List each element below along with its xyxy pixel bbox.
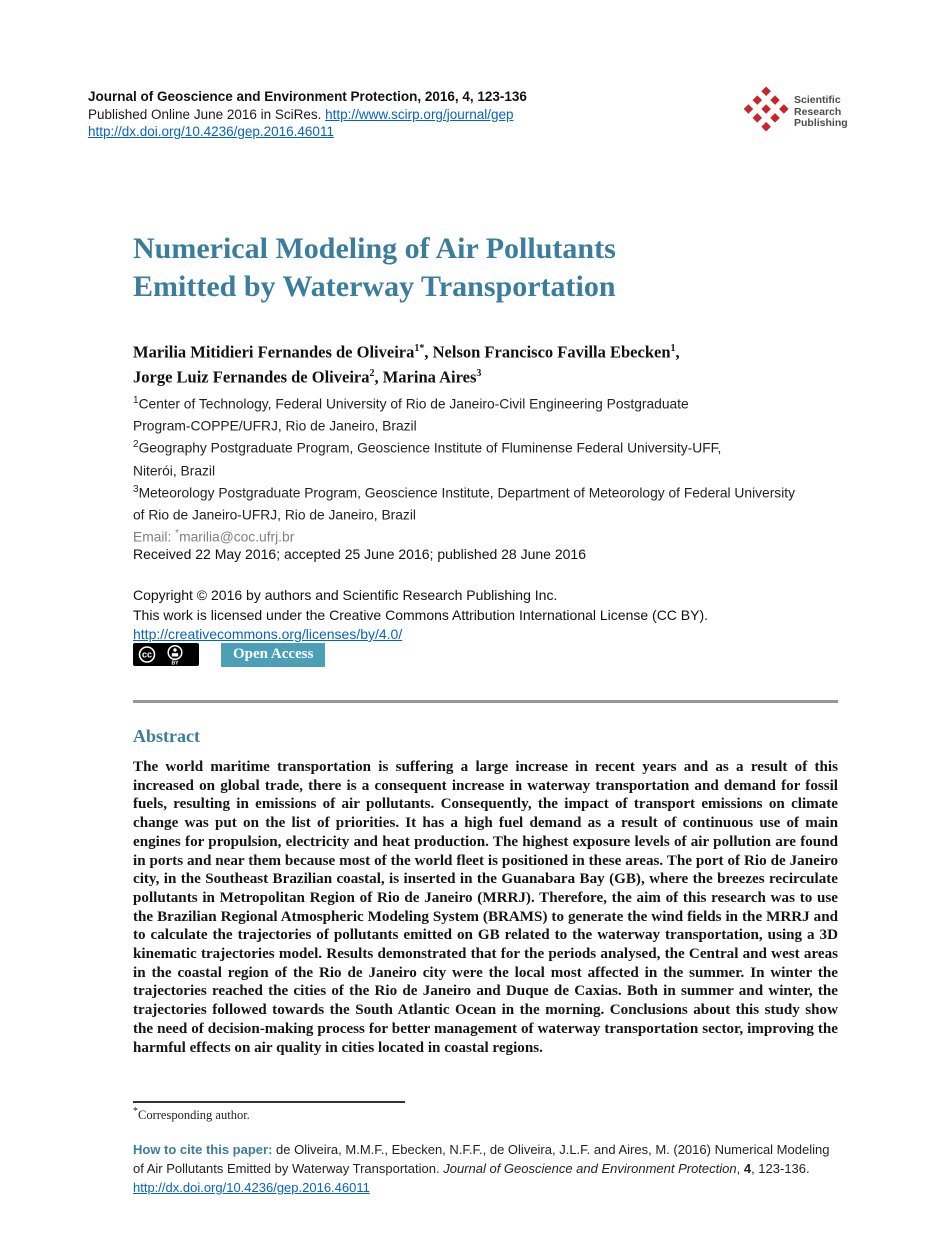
logo-text-line3: Publishing (794, 117, 848, 130)
affiliation-text: Program-COPPE/UFRJ, Rio de Janeiro, Brazil (133, 418, 417, 434)
journal-url-link[interactable]: http://www.scirp.org/journal/gep (325, 106, 514, 122)
how-to-cite-label: How to cite this paper: (133, 1142, 277, 1157)
published-online-text: Published Online June 2016 in SciRes. (88, 106, 326, 122)
affiliation-sup: 3 (133, 483, 139, 495)
license-link-line (133, 625, 853, 645)
affiliation-line (133, 414, 853, 436)
author-2: Nelson Francisco Favilla Ebecken (432, 342, 671, 362)
affiliation-line (133, 392, 853, 414)
author-4-sup: 3 (476, 367, 482, 379)
scirp-diamonds-icon (744, 86, 790, 139)
doi-line (88, 123, 648, 141)
citation-sep: , (736, 1161, 744, 1176)
svg-text:BY: BY (171, 660, 179, 666)
email-line (133, 525, 853, 547)
copyright-block (133, 586, 853, 645)
affiliations (133, 392, 853, 547)
email-sup: * (175, 528, 180, 540)
corresponding-sup: * (133, 1106, 138, 1117)
license-link[interactable]: http://creativecommons.org/licenses/by/4.0/ (133, 626, 403, 642)
journal-reference: Journal of Geoscience and Environment Protection, 2016, 4, 123-136 (88, 89, 527, 104)
cc-by-badge[interactable] (133, 643, 199, 671)
paper-title (133, 230, 853, 306)
paper-title-line1: Numerical Modeling of Air Pollutants (133, 232, 616, 265)
doi-link[interactable]: http://dx.doi.org/10.4236/gep.2016.46011 (88, 124, 334, 139)
how-to-cite-block (133, 1140, 839, 1197)
affiliation-text: Geography Postgraduate Program, Geoscience Institute of Fluminense Federal University-UFF, (138, 440, 722, 456)
citation-text: de Oliveira, M.M.F., Ebecken, N.F.F., de Oliveira, J.L.F. and Aires, M. (2016) Numerical Modeling of Air Pollutants Emitted by Waterway Transportation. (133, 1142, 830, 1176)
citation-volume: 4 (743, 1161, 752, 1176)
abstract-heading: Abstract (133, 726, 200, 746)
author-line2 (133, 363, 853, 388)
author-1-sep: , (424, 342, 433, 362)
logo-text-line2: Research (794, 105, 842, 118)
author-line1 (133, 338, 853, 363)
copyright-line1: Copyright © 2016 by authors and Scientific Research Publishing Inc. (133, 587, 558, 603)
open-access-button[interactable]: Open Access (221, 643, 325, 667)
affiliation-sup: 2 (133, 439, 139, 451)
author-2-sup: 1 (670, 343, 676, 354)
affiliation-line (133, 436, 853, 458)
copyright-line2: This work is licensed under the Creative Commons Attribution International License (CC BY). (133, 606, 709, 623)
affiliation-text: Niterói, Brazil (133, 463, 216, 479)
paper-title-line2: Emitted by Waterway Transportation (133, 270, 616, 303)
corresponding-text: Corresponding author. (138, 1108, 250, 1123)
scirp-logo-text (794, 95, 848, 130)
author-list (133, 338, 853, 387)
affiliation-line (133, 459, 853, 481)
publication-dates: Received 22 May 2016; accepted 25 June 2016; published 28 June 2016 (133, 546, 587, 562)
author-1-sup: 1* (414, 343, 425, 354)
citation-journal-name: Journal of Geoscience and Environment Protection (443, 1161, 737, 1176)
affiliation-line (133, 503, 853, 525)
corresponding-author-note (133, 1106, 250, 1123)
citation-pages: , 123-136. (751, 1161, 810, 1176)
author-2-sep: , (675, 342, 680, 362)
email-address: marilia@coc.ufrj.br (179, 529, 295, 545)
svg-text:cc: cc (141, 649, 153, 660)
footnote-rule (133, 1101, 405, 1103)
citation-doi-line (133, 1178, 839, 1197)
license-badges (133, 643, 325, 671)
email-label: Email: (133, 529, 176, 545)
journal-header (88, 88, 648, 141)
citation-doi-link[interactable]: http://dx.doi.org/10.4236/gep.2016.46011 (133, 1180, 370, 1195)
author-4: Marina Aires (382, 367, 477, 386)
abstract-text: The world maritime transportation is suffering a large increase in recent years and as a result of this increased on global trade, there is a consequent increase in waterway transportation and demand for fossil fuels, resulting in emissions of air pollutants. Consequently, the impact of transport emissions on climate change was put on the list of priorities. It has a high fuel demand as a result of continuous use of main engines for propulsion, electricity and heat production. The highest exposure levels of air pollution are found in ports and near them because most of the world fleet is positioned in these areas. The port of Rio de Janeiro city, in the Southeast Brazilian coastal, is inserted in the Guanabara Bay (GB), where the breezes recirculate pollutants in Metropolitan Region of Rio de Janeiro (MRRJ). Therefore, the aim of this research was to use the Brazilian Regional Atmospheric Modeling System (BRAMS) to generate the wind fields in the MRRJ and to calculate the trajectories of pollutants emitted on GB related to the waterway transportation, using a 3D kinematic trajectories model. Results demonstrated that for the periods analysed, the Central and west areas in the coastal region of the Rio de Janeiro city were the local most affected in the summer. In winter the trajectories reached the cities of the Rio de Janeiro and Duque de Caxias. Both in summer and winter, the trajectories followed towards the South Atlantic Ocean in the morning. Conclusions about this study show the need of decision-making process for better management of waterway transportation sector, improving the harmful effects on air quality in cities located in coastal regions. (133, 759, 838, 1056)
author-1: Marilia Mitidieri Fernandes de Oliveira (133, 342, 415, 362)
published-online-line (88, 106, 648, 124)
affiliation-text: of Rio de Janeiro-UFRJ, Rio de Janeiro, Brazil (133, 507, 416, 523)
affiliation-text: Center of Technology, Federal University of Rio de Janeiro-Civil Engineering Postgraduate (138, 396, 689, 412)
affiliation-sup: 1 (133, 395, 139, 406)
scirp-logo (744, 86, 894, 139)
affiliation-text: Meteorology Postgraduate Program, Geoscience Institute, Department of Meteorology of Federal University (138, 485, 795, 501)
section-divider (133, 700, 838, 703)
author-3-sup: 2 (369, 367, 375, 379)
affiliation-line (133, 481, 853, 503)
author-3-sep: , (374, 367, 383, 386)
logo-text-line1: Scientific (794, 94, 841, 107)
author-3: Jorge Luiz Fernandes de Oliveira (133, 367, 370, 386)
